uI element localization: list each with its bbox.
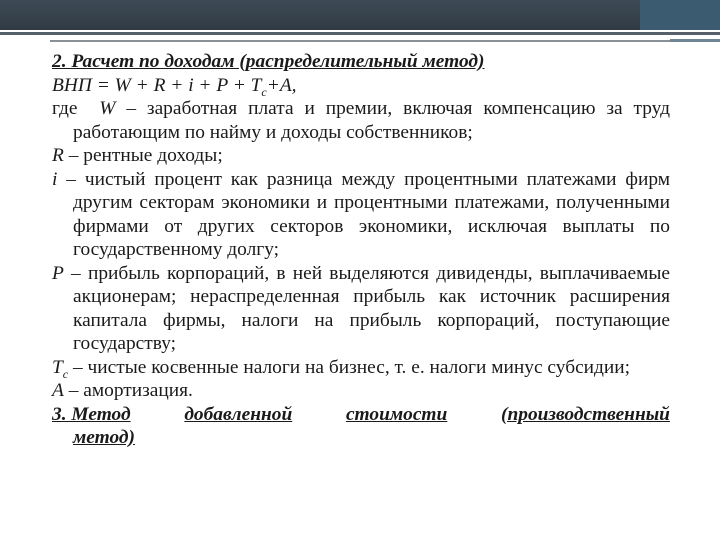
- variable-p: P: [52, 262, 64, 284]
- title-bar: [0, 0, 720, 30]
- formula-tail: +A,: [266, 74, 297, 96]
- gnp-formula: [52, 74, 670, 98]
- section-3-word-1: 3. Метод: [52, 403, 131, 425]
- definition-prefix: где: [52, 98, 100, 119]
- section-3-word-2: добавленной: [184, 403, 293, 425]
- variable-r: R: [52, 145, 64, 166]
- definition-r-text: – рентные доходы;: [63, 145, 223, 166]
- section-3-word-3: стоимости: [345, 403, 448, 425]
- variable-t-subscript: c: [62, 366, 69, 381]
- definition-tc-text: – чистые косвенные налоги на бизнес, т. е. налоги минус субсидии;: [68, 356, 631, 378]
- section-2-heading: 2. Расчет по доходам (распределительный метод): [52, 51, 485, 72]
- variable-i: i: [52, 168, 58, 190]
- variable-a: A: [52, 380, 64, 401]
- variable-w: W: [99, 98, 116, 119]
- formula-subscript: c: [261, 84, 267, 99]
- slide-body: [52, 50, 670, 450]
- definition-w-text: – заработная плата и премии, включая компенсацию за труд работающим по найму и доходы собственников;: [73, 98, 671, 143]
- variable-t: T: [52, 356, 63, 378]
- section-3-word-4: (производственный: [501, 403, 670, 425]
- definition-a-text: – амортизация.: [63, 380, 193, 401]
- header-rule: [0, 32, 720, 35]
- definition-i: [52, 168, 670, 262]
- title-bar-accent: [640, 0, 720, 30]
- formula-text: ВНП = W + R + i + P + T: [52, 74, 262, 96]
- definition-p-text: – прибыль корпораций, в ней выделяются дивиденды, выплачиваемые акционерам; нераспределенная прибыль как источник расширения капитала фирмы, налоги на прибыль корпораций, поступающие государству;: [63, 262, 670, 354]
- header-rule-accent: [670, 39, 720, 42]
- section-3-heading: [52, 403, 670, 427]
- definition-r: [52, 144, 670, 168]
- definition-a: [52, 379, 670, 403]
- definition-w: [52, 97, 670, 144]
- definition-p: [52, 262, 670, 356]
- definition-i-text: – чистый процент как разница между процентными платежами фирм другим секторам экономики и процентными платежами, полученными фирмами от других секторов экономики, исключая выплаты по государственному долгу;: [57, 168, 670, 260]
- header-rule-thin: [50, 40, 670, 42]
- section-3-heading-line2: метод): [73, 427, 135, 448]
- definition-tc: [52, 356, 670, 380]
